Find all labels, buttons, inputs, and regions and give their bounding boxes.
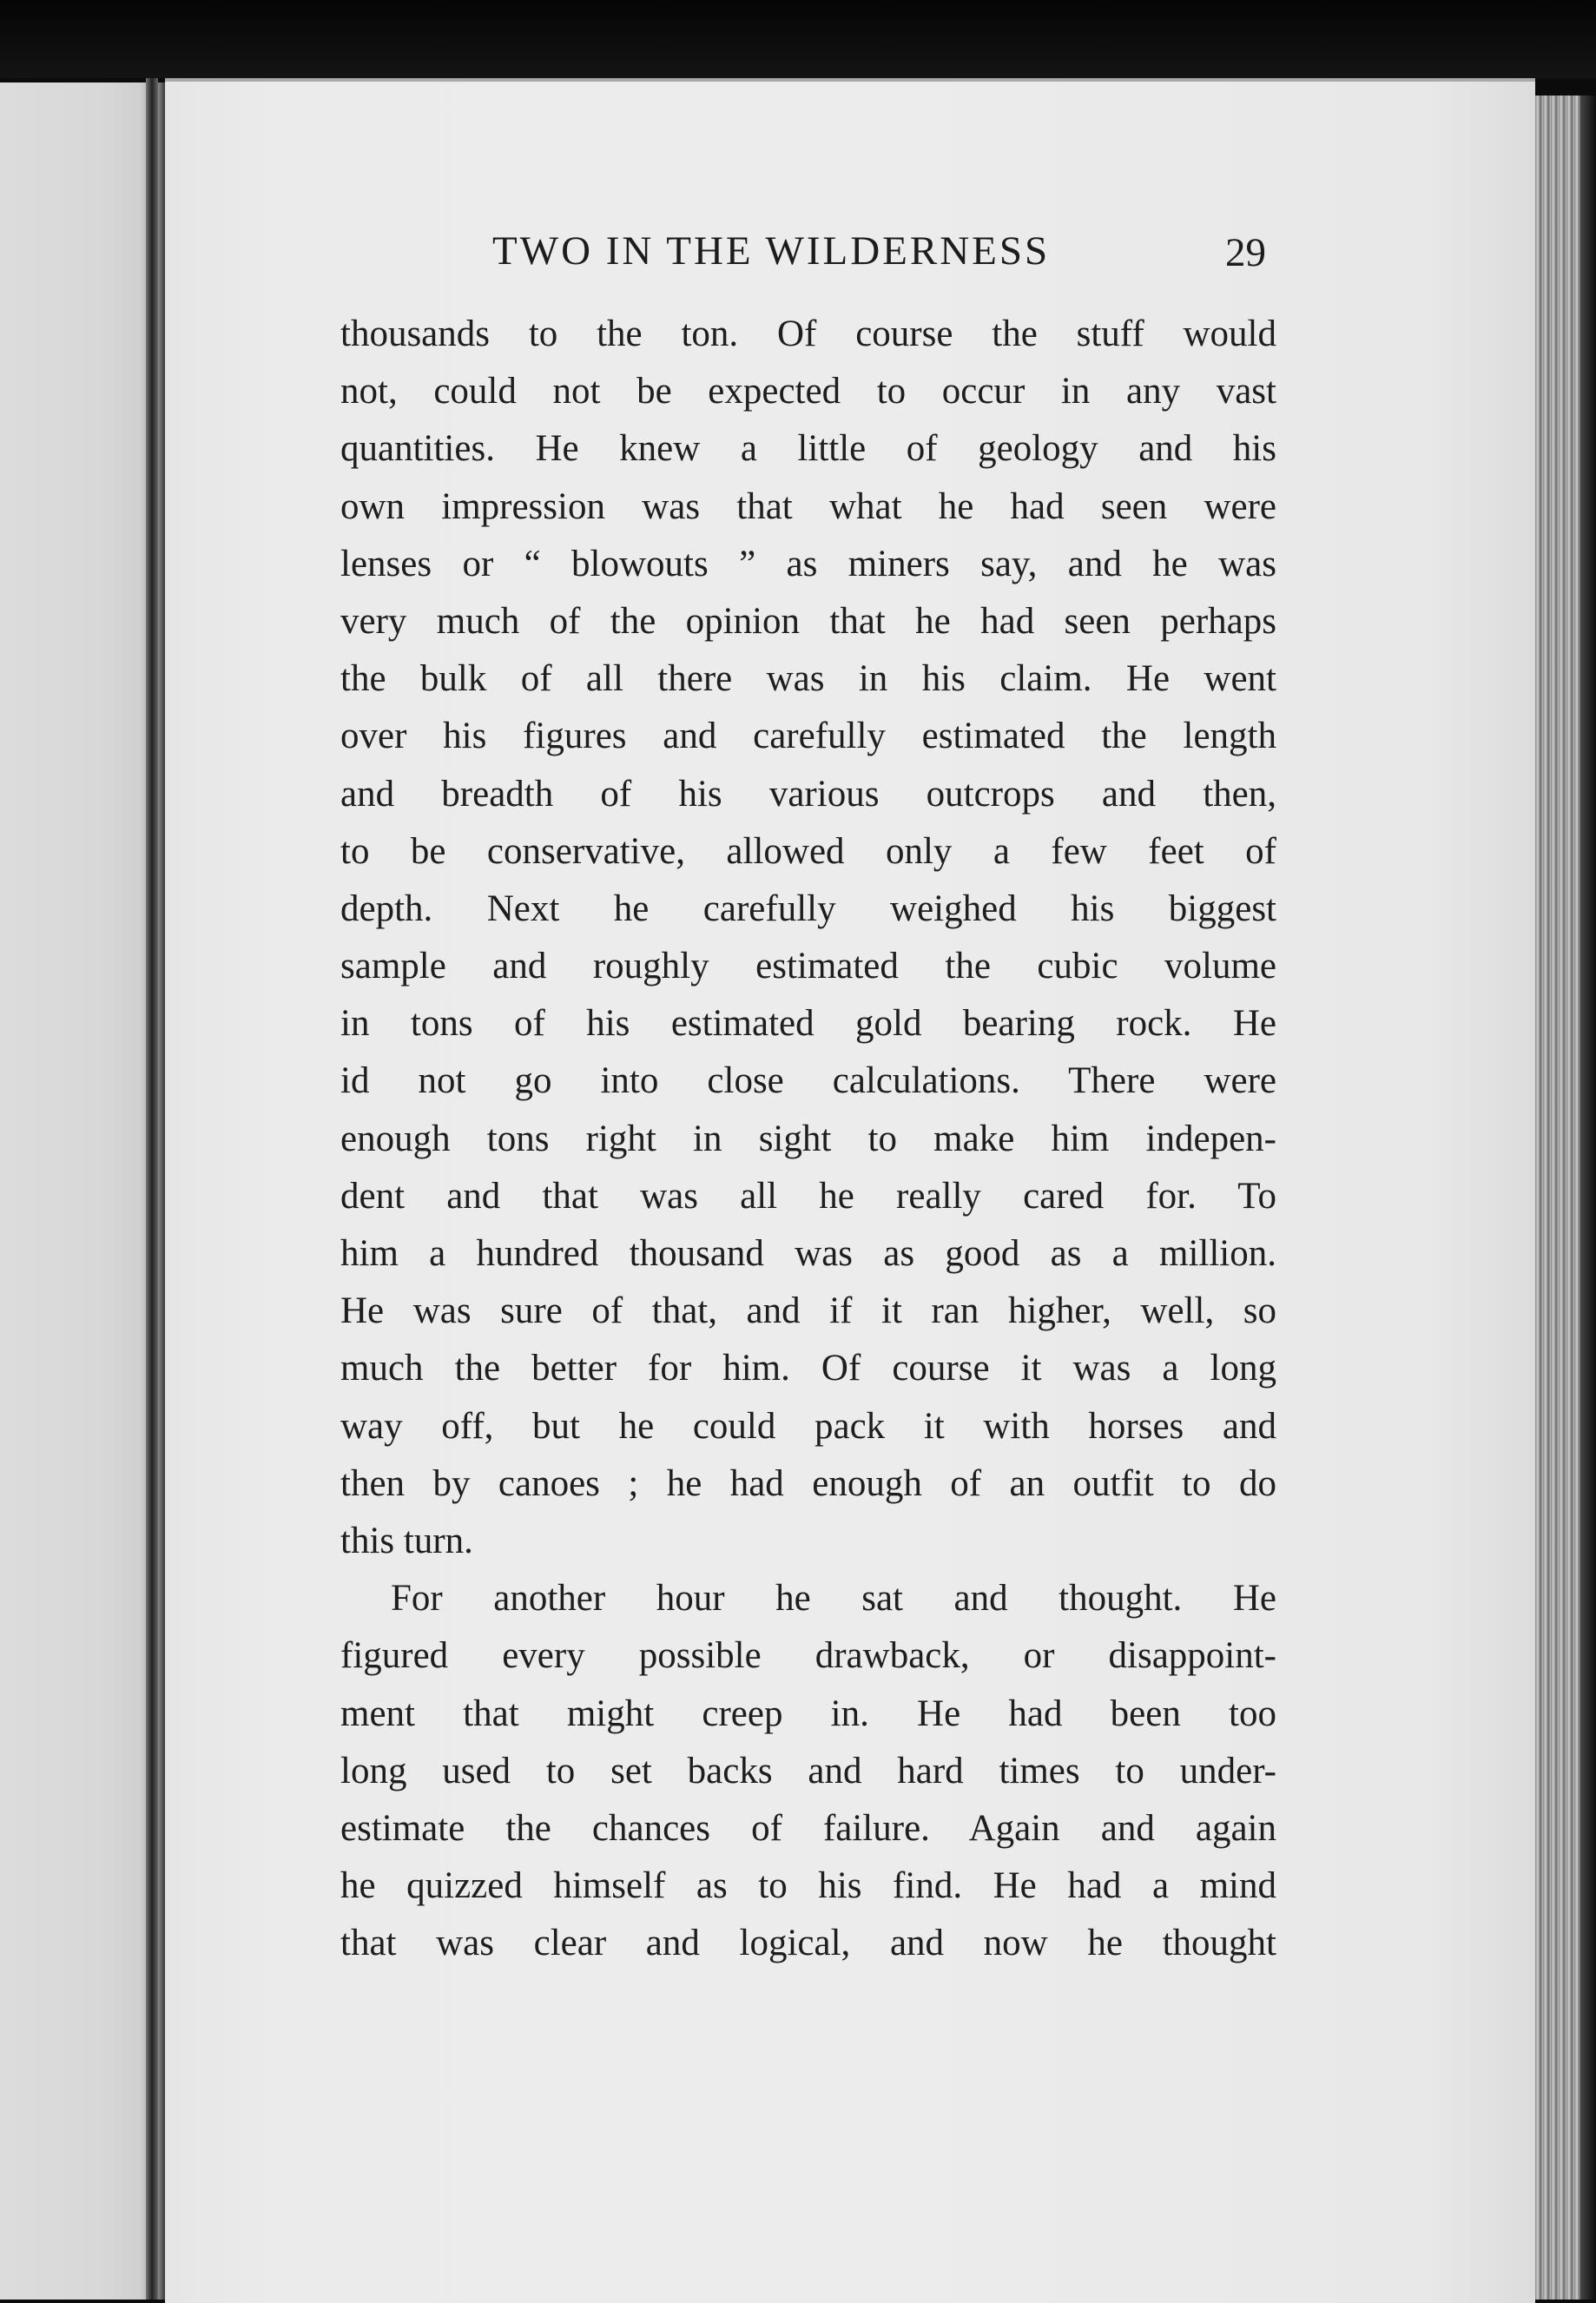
text-line: much the better for him. Of course it was a long bbox=[340, 1348, 1276, 1389]
text-line: to be conservative, allowed only a few feet of bbox=[340, 830, 1276, 872]
text-line: not, could not be expected to occur in any vast bbox=[340, 371, 1276, 412]
text-line: quantities. He knew a little of geology and his bbox=[340, 428, 1276, 470]
text-line: long used to set backs and hard times to under- bbox=[340, 1750, 1276, 1792]
page-header bbox=[340, 228, 1276, 283]
text-line: way off, but he could pack it with horses and bbox=[340, 1405, 1276, 1447]
text-line: ment that might creep in. He had been too bbox=[340, 1693, 1276, 1734]
text-line: him a hundred thousand was as good as a million. bbox=[340, 1233, 1276, 1274]
text-line: and breadth of his various outcrops and then, bbox=[340, 773, 1276, 815]
text-line: the bulk of all there was in his claim. He went bbox=[340, 658, 1276, 700]
text-line: For another hour he sat and thought. He bbox=[391, 1578, 1276, 1620]
text-line: depth. Next he carefully weighed his biggest bbox=[340, 888, 1276, 929]
text-line: over his figures and carefully estimated the length bbox=[340, 716, 1276, 757]
text-line: estimate the chances of failure. Again and again bbox=[340, 1807, 1276, 1849]
scan-border-top bbox=[0, 0, 1596, 78]
facing-page-edge bbox=[0, 82, 165, 2300]
text-line: he quizzed himself as to his find. He had a mind bbox=[340, 1865, 1276, 1907]
page-number: 29 bbox=[1225, 230, 1266, 275]
text-line: very much of the opinion that he had seen perhaps bbox=[340, 600, 1276, 642]
page-edges bbox=[1535, 96, 1596, 2300]
text-line: this turn. bbox=[340, 1520, 473, 1561]
text-line: sample and roughly estimated the cubic volume bbox=[340, 946, 1276, 987]
text-line: in tons of his estimated gold bearing rock. He bbox=[340, 1003, 1276, 1045]
text-line: thousands to the ton. Of course the stuff would bbox=[340, 313, 1276, 354]
body-text bbox=[340, 306, 1276, 1972]
running-head: TWO IN THE WILDERNESS bbox=[492, 228, 1051, 274]
text-line: figured every possible drawback, or disappoint- bbox=[340, 1635, 1276, 1677]
text-line: enough tons right in sight to make him indepen- bbox=[340, 1118, 1276, 1159]
text-line: He was sure of that, and if it ran higher, well, so bbox=[340, 1290, 1276, 1332]
text-line: then by canoes ; he had enough of an outfit to do bbox=[340, 1462, 1276, 1504]
text-line: dent and that was all he really cared for. To bbox=[340, 1175, 1276, 1217]
text-line: own impression was that what he had seen were bbox=[340, 485, 1276, 527]
text-line: id not go into close calculations. There were bbox=[340, 1060, 1276, 1102]
text-line: lenses or “ blowouts ” as miners say, and he was bbox=[340, 543, 1276, 584]
text-line: that was clear and logical, and now he thought bbox=[340, 1923, 1276, 1964]
book-gutter bbox=[146, 78, 158, 2300]
